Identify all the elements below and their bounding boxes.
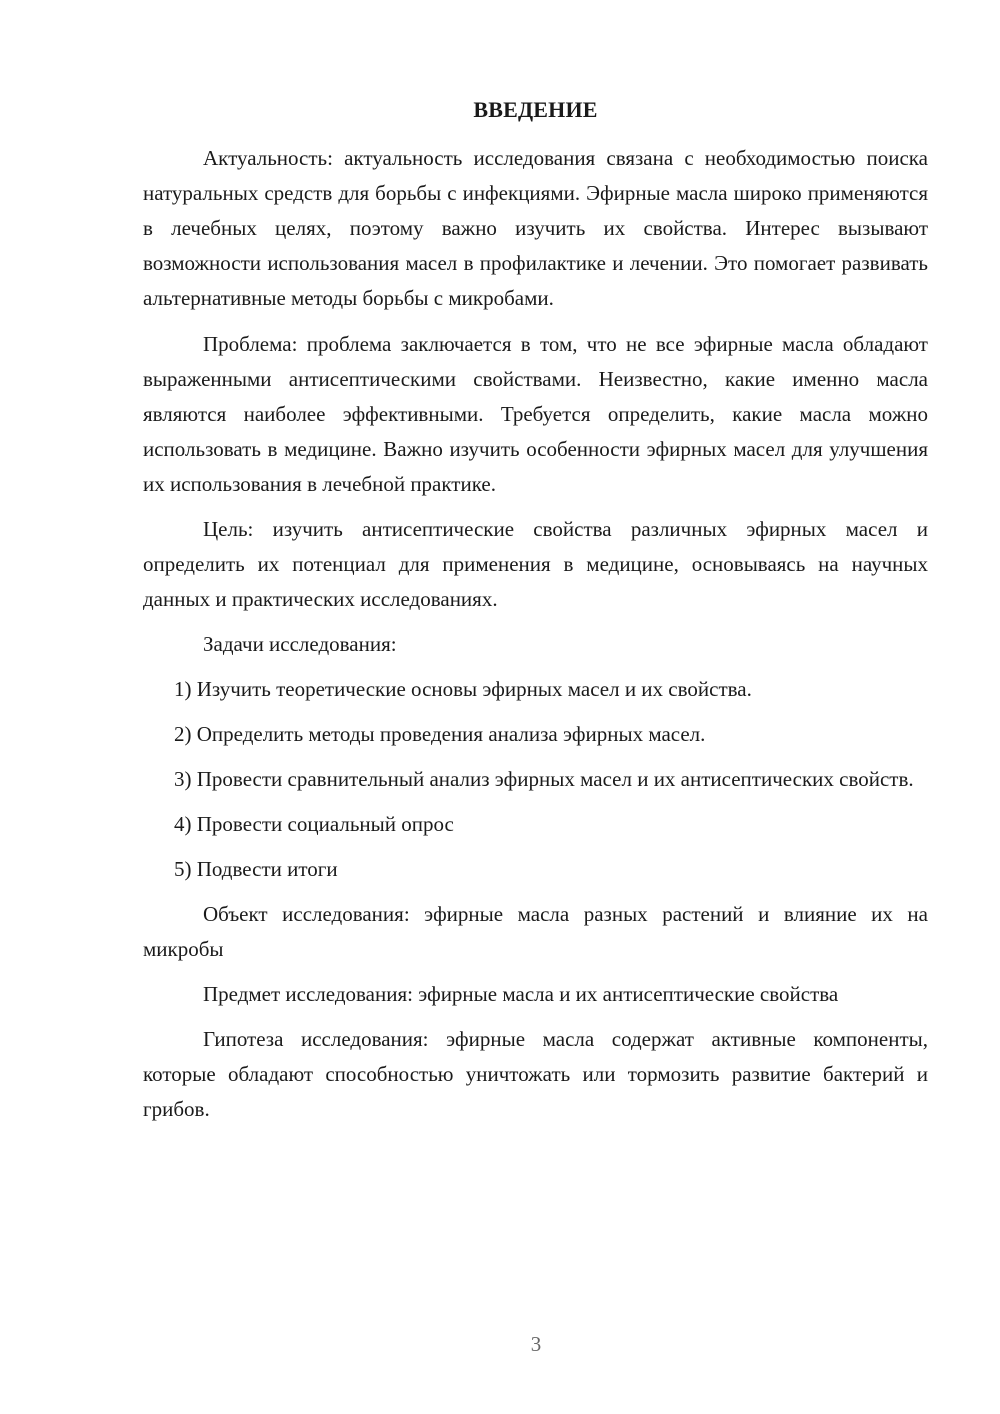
goal-paragraph: Цель: изучить антисептические свойства различных эфирных масел и определить их потенциал для применения в медицине, основываясь на научных данных и практических исследованиях. bbox=[143, 517, 928, 611]
subject-paragraph: Предмет исследования: эфирные масла и их антисептические свойства bbox=[203, 982, 839, 1006]
section-title: ВВЕДЕНИЕ bbox=[473, 97, 598, 122]
page-number: 3 bbox=[530, 1332, 542, 1356]
tasks-heading: Задачи исследования: bbox=[203, 632, 397, 656]
task-item: 4) Провести социальный опрос bbox=[174, 812, 454, 836]
hypothesis-paragraph: Гипотеза исследования: эфирные масла содержат активные компоненты, которые обладают способностью уничтожать или тормозить развитие бактерий и грибов. bbox=[143, 1027, 928, 1121]
problem-paragraph: Проблема: проблема заключается в том, что не все эфирные масла обладают выраженными антисептическими свойствами. Неизвестно, какие именно масла являются наиболее эффективными. Требуется определить, какие масла можно использовать в медицине. Важно изучить особенности эфирных масел для улучшения их использования в лечебной практике. bbox=[143, 332, 928, 496]
task-item: 1) Изучить теоретические основы эфирных масел и их свойства. bbox=[174, 677, 752, 701]
task-item: 5) Подвести итоги bbox=[174, 857, 338, 881]
page-content bbox=[143, 92, 928, 1137]
object-paragraph: Объект исследования: эфирные масла разных растений и влияние их на микробы bbox=[143, 902, 928, 961]
relevance-paragraph: Актуальность: актуальность исследования связана с необходимостью поиска натуральных средств для борьбы с инфекциями. Эфирные масла широко применяются в лечебных целях, поэтому важно изучить их свойства. Интерес вызывают возможности использования масел в профилактике и лечении. Это помогает развивать альтернативные методы борьбы с микробами. bbox=[143, 146, 928, 310]
task-item: 3) Провести сравнительный анализ эфирных масел и их антисептических свойств. bbox=[174, 767, 914, 791]
task-item: 2) Определить методы проведения анализа эфирных масел. bbox=[174, 722, 706, 746]
